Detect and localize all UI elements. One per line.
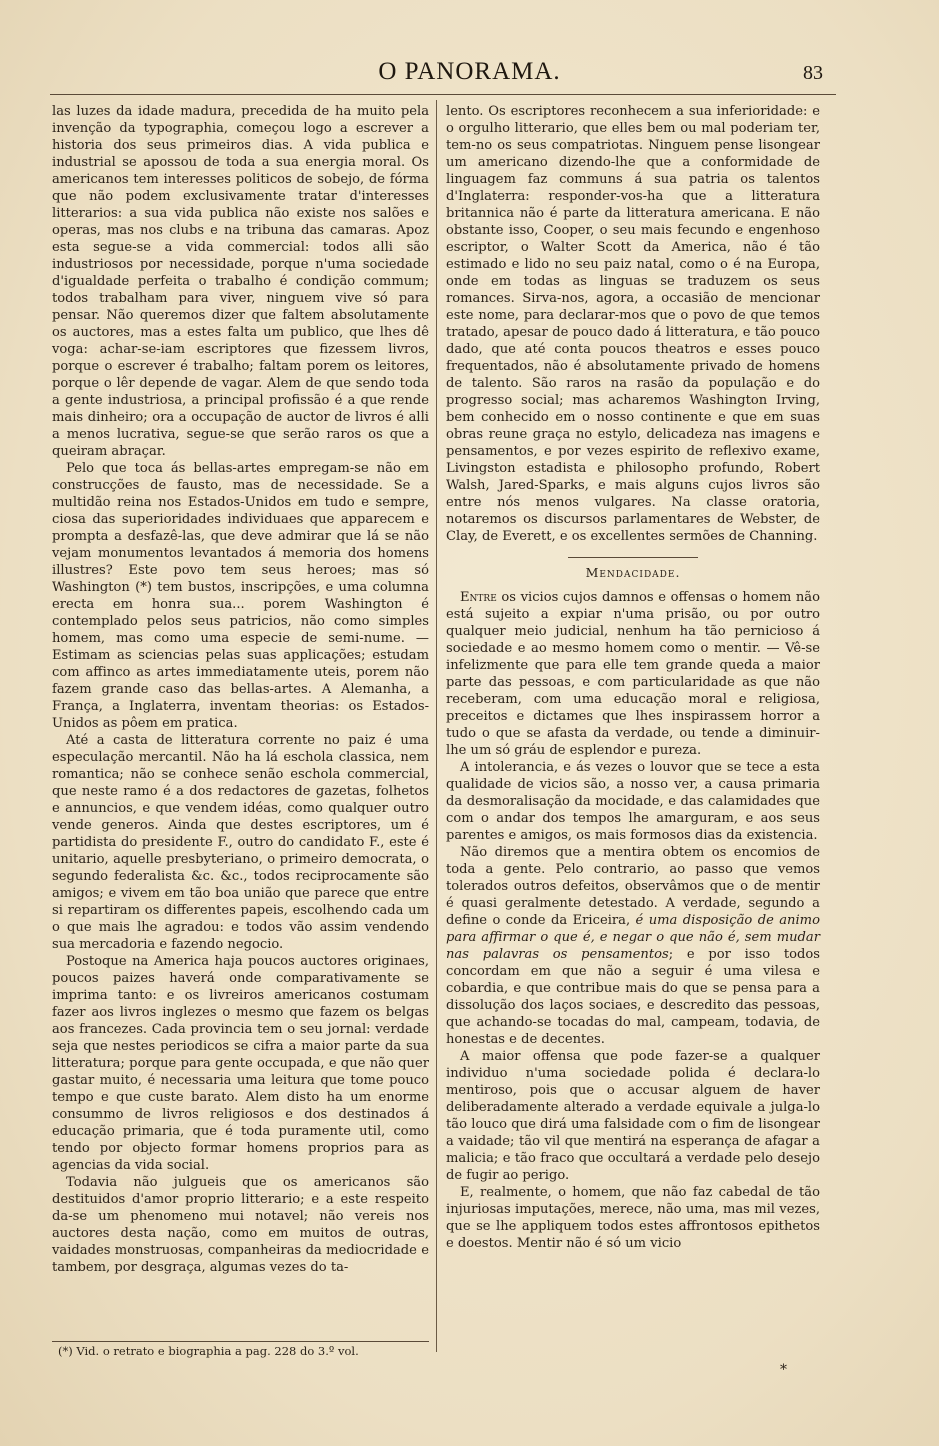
page-number: 83 (803, 62, 823, 84)
header-rule (50, 94, 836, 95)
right-column (446, 103, 820, 1252)
right-paragraph-1: lento. Os escriptores reconhecem a sua inferioridade: e o orgulho litterario, que elles bem ou mal poderiam ter, tem-no os seus compatriotas. Ninguem pense lisongear um americano dizendo-lhe que a conformidade de linguagem faz communs á sua patria os talentos d'Inglaterra: responder-vos-ha que a litteratura britannica não é parte da litteratura americana. E não obstante isso, Cooper, o seu mais fecundo e engenhoso escriptor, o Walter Scott da America, não é tão estimado e lido no seu paiz natal, como o é na Europa, onde em todas as linguas se traduzem os seus romances. Sirva-nos, agora, a occasião de mencionar este nome, para declarar-mos que o povo de que temos tratado, apesar de pouco dado á litteratura, e tão pouco dado, que até conta poucos theatros e esses pouco frequentados, não é absolutamente privado de homens de talento. São raros na rasão da população e do progresso social; mas acharemos Washington Irving, bem conhecido em o nosso continente e que em suas obras reune graça no estylo, delicadeza nas imagens e pensamentos, e por vezes espirito de reflexivo exame, Livingston estadista e philosopho profundo, Robert Walsh, Jared-Sparks, e mais alguns cujos livros são entre nós menos vulgares. Na classe oratoria, notaremos os discursos parlamentares de Webster, de Clay, de Everett, e os excellentes sermões de Channing. (446, 104, 820, 544)
right-paragraph-3: A intolerancia, e ás vezes o louvor que se tece a esta qualidade de vicios são, a nosso ver, a causa primaria da desmoralisação da mocidade, e das calamidades que com o andar dos tempos lhe amarguram, e aos seus parentes e amigos, os mais formosos dias da existencia. (446, 760, 820, 843)
left-column (52, 103, 429, 1276)
right-paragraph-6: E, realmente, o homem, que não faz cabedal de tão injuriosas imputações, merece, não uma, mas mil vezes, que se lhe appliquem todos estes affrontosos epithetos e doestos. Mentir não é só um vicio (446, 1185, 820, 1251)
footnote: (*) Vid. o retrato e biographia a pag. 228 do 3.º vol. (58, 1344, 359, 1358)
right-paragraph-4-a: Não diremos que a mentira obtem os encomios de toda a gente. Pelo contrario, ao passo que vemos tolerados outros defeitos, observâmos que o de mentir é quasi geralmente detestado. A verdade, segundo a define o conde da Ericeira, (446, 845, 820, 928)
column-divider (436, 100, 437, 1352)
right-paragraph-4-b: ; e por isso todos concordam em que não a seguir é uma vilesa e cobardia, e que contribue mais do que se pensa para a dissolução dos laços sociaes, e descredito das pessoas, que achando-se tocadas do mal, campeam, todavia, de honestas e de decentes. (446, 947, 820, 1047)
dropcap-word: Entre (460, 590, 497, 605)
signature-mark: * (780, 1362, 787, 1378)
left-paragraph-3: Até a casta de litteratura corrente no paiz é uma especulação mercantil. Não ha lá eschola classica, nem romantica; não se conhece senão eschola commercial, que neste ramo é a dos redactores de gazetas, folhetos e annuncios, e que vendem idéas, como qualquer outro vende generos. Ainda que destes escriptores, um é partidista do presidente F., outro do candidato F., este é unitario, aquelle presbyteriano, o primeiro democrata, o segundo federalista &c. &c., todos reciprocamente são amigos; e vivem em tão boa união que parece que entre si repartiram os differentes papeis, escolhendo cada um o que mais lhe agradou: e todos vão assim vendendo sua mercadoria e fazendo negocio. (52, 733, 429, 952)
left-paragraph-5: Todavia não julgueis que os americanos são destituidos d'amor proprio litterario; e a este respeito da-se um phenomeno mui notavel; não vereis nos auctores desta nação, como em muitos de outras, vaidades monstruosas, companheiras da mediocridade e tambem, por desgraça, algumas vezes do ta- (52, 1175, 429, 1275)
section-title: Mendacidade. (585, 565, 681, 580)
right-paragraph-5: A maior offensa que pode fazer-se a qualquer individuo n'uma sociedade polida é declara-lo mentiroso, pois que o accusar alguem de haver deliberadamente alterado a verdade equivale a julga-lo tão louco que dirá uma falsidade com o fim de lisongear a vaidade; tão vil que mentirá na esperança de afagar a malicia; e tão fraco que occultará a verdade pelo desejo de fugir ao perigo. (446, 1049, 820, 1183)
left-paragraph-1: las luzes da idade madura, precedida de ha muito pela invenção da typographia, começou logo a escrever a historia dos seus primeiros dias. A vida publica e industrial se apossou de toda a sua energia moral. Os americanos tem interesses politicos de sobejo, de fórma que não podem exclusivamente tratar d'interesses litterarios: a sua vida publica não existe nos salões e operas, mas nos clubs e na tribuna das camaras. Apoz esta segue-se a vida commercial: todos alli são industriosos por necessidade, porque n'uma sociedade d'igualdade perfeita o trabalho é condição commum; todos trabalham para viver, ninguem vive só para pensar. Não queremos dizer que faltem absolutamente os auctores, mas a estes falta um publico, que lhes dê voga: achar-se-iam escriptores que fizessem livros, porque o escrever é trabalho; faltam porem os leitores, porque o lêr depende de vagar. Alem de que sendo toda a gente industriosa, a principal profissão é a que rende mais dinheiro; ora a occupação de auctor de livros é alli a menos lucrativa, segue-se que serão raros os que a queiram abraçar. (52, 104, 429, 459)
definition-quote: é uma disposição de animo para affirmar o que é, e negar o que não é, sem mudar nas palavras os pensamentos (446, 913, 820, 962)
footnote-rule (52, 1341, 429, 1342)
left-paragraph-2: Pelo que toca ás bellas-artes empregam-se não em construcções de fausto, mas de necessidade. Se a multidão reina nos Estados-Unidos em tudo e sempre, ciosa das superioridades individuaes que apparecem e prompta a desfazê-las, que deve admirar que lá se não vejam monumentos levantados á memoria dos homens illustres? Este povo tem seus heroes; mas só Washington (*) tem bustos, inscripções, e uma columna erecta em honra sua... porem Washington é contemplado pelos seus patricios, não como simples homem, mas como uma especie de semi-nume. — Estimam as sciencias pelas suas applicações; estudam com affinco as artes immediatamente uteis, porem não fazem grande caso das bellas-artes. A Alemanha, a França, a Inglaterra, inventam theorias: os Estados-Unidos as pôem em pratica. (52, 461, 429, 731)
left-paragraph-4: Postoque na America haja poucos auctores originaes, poucos paizes haverá onde comparativamente se imprima tanto: e os livreiros americanos costumam fazer aos livros inglezes o mesmo que fazem os belgas aos francezes. Cada provincia tem o seu jornal: verdade seja que nestes periodicos se cifra a maior parte da sua litteratura; porque para gente occupada, e que não quer gastar muito, é necessaria uma leitura que tome pouco tempo e que custe barato. Alem disto ha um enorme consummo de livros religiosos e dos destinados á educação primaria, que é toda puramente util, como tendo por objecto formar homens proprios para as agencias da vida social. (52, 954, 429, 1173)
right-paragraph-4 (446, 844, 820, 1048)
section-rule (568, 557, 698, 558)
page-header (0, 58, 939, 92)
right-paragraph-2 (446, 589, 820, 759)
right-paragraph-2-text: os vicios cujos damnos e offensas o homem não está sujeito a expiar n'uma prisão, ou por outro qualquer meio judicial, nenhum ha tão pernicioso á sociedade e ao mesmo homem como o mentir. — Vê-se infelizmente que para elle tem grande queda a maior parte das pessoas, e com particularidade as que não receberam, com uma educação moral e religiosa, preceitos e dictames que lhes inspirassem horror a tudo o que se afasta da verdade, ou tende a diminuir-lhe um só gráu de esplendor e pureza. (446, 590, 820, 758)
publication-title: O PANORAMA. (378, 58, 561, 85)
